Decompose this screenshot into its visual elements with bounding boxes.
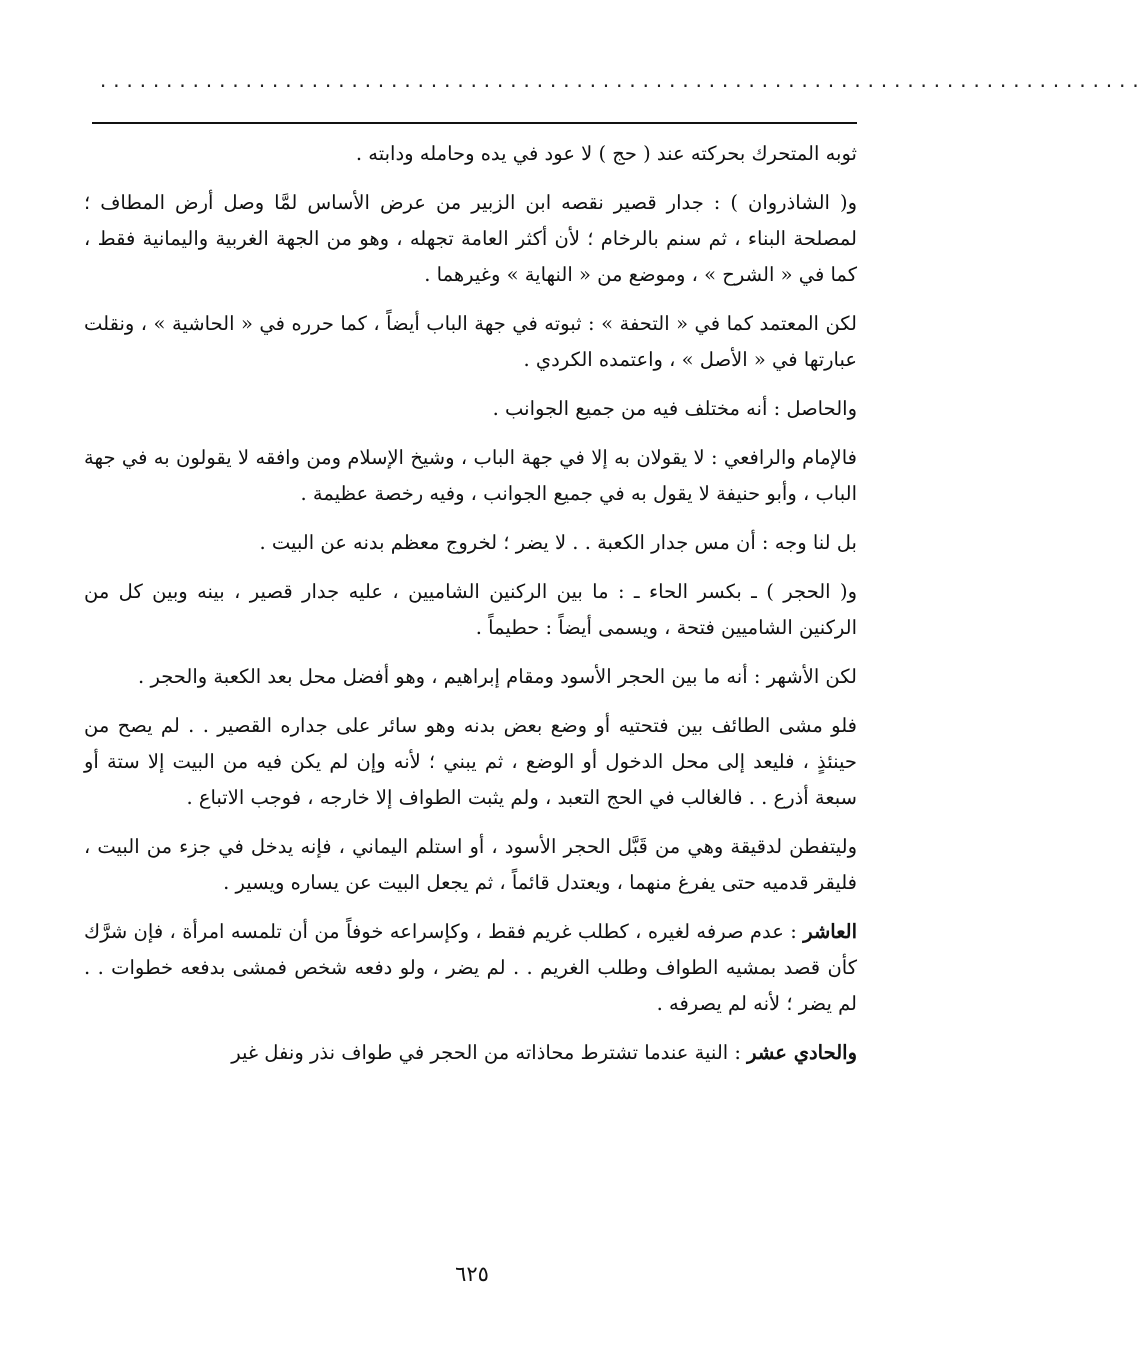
paragraph: ثوبه المتحرك بحركته عند ( حج ) لا عود في يده وحامله ودابته .: [355, 142, 857, 165]
paragraph: والحادي عشر : النية عندما تشترط محاذاته من الحجر في طواف نذر ونفل غير: [231, 1041, 857, 1064]
paragraph: فلو مشى الطائف بين فتحتيه أو وضع بعض بدنه وهو سائر على جداره القصير . . لم يصح من حينئذٍ ، فليعد إلى محل الدخول أو الوضع ، ثم يبني ؛ لأنه وإن لم يكن فيه من البيت إلا ستة أو سبعة أذرع . . فالغالب في الحج التعبد ، ولم يثبت الطواف إلا خارجه ، فوجب الاتباع .: [84, 714, 857, 809]
paragraph: والحاصل : أنه مختلف فيه من جميع الجوانب .: [492, 397, 857, 420]
paragraph: فالإمام والرافعي : لا يقولان به إلا في جهة الباب ، وشيخ الإسلام ومن وافقه لا يقولون به في جهة الباب ، وأبو حنيفة لا يقول به في جميع الجوانب ، وفيه رخصة عظيمة .: [84, 446, 857, 505]
header-dotted-line: ...............................................................................: [98, 72, 1144, 92]
header-rule: [92, 122, 857, 124]
paragraph: العاشر : عدم صرفه لغيره ، كطلب غريم فقط ، وكإسراعه خوفاً من أن تلمسه امرأة ، فإن شرَّك كأن قصد بمشيه الطواف وطلب الغريم . . لم يضر ، ولو دفعه شخص فمشى بدفعه خطوات . . لم يضر ؛ لأنه لم يصرفه .: [84, 920, 857, 1015]
paragraph: و( الحجر ) ـ بكسر الحاء ـ : ما بين الركنين الشاميين ، عليه جدار قصير ، بينه وبين كل من الركنين الشاميين فتحة ، ويسمى أيضاً : حطيماً .: [84, 580, 857, 639]
paragraph-lead: والحادي عشر: [747, 1041, 857, 1064]
paragraph: بل لنا وجه : أن مس جدار الكعبة . . لا يضر ؛ لخروج معظم بدنه عن البيت .: [259, 531, 857, 554]
paragraph: و( الشاذروان ) : جدار قصير نقصه ابن الزبير من عرض الأساس لمَّا وصل أرض المطاف ؛ لمصلحة البناء ، ثم سنم بالرخام ؛ لأن أكثر العامة تجهله ، وهو من الجهة الغربية واليمانية فقط ، كما في « الشرح » ، وموضع من « النهاية » وغيرهما .: [84, 191, 857, 286]
paragraph: لكن المعتمد كما في « التحفة » : ثبوته في جهة الباب أيضاً ، كما حرره في « الحاشية » ، ونقلت عبارتها في « الأصل » ، واعتمده الكردي .: [84, 312, 857, 371]
paragraph: لكن الأشهر : أنه ما بين الحجر الأسود ومقام إبراهيم ، وهو أفضل محل بعد الكعبة والحجر .: [138, 665, 857, 688]
body-text: [84, 136, 857, 1084]
paragraph: وليتفطن لدقيقة وهي من قَبَّل الحجر الأسود ، أو استلم اليماني ، فإنه يدخل في جزء من البيت ، فليقر قدميه حتى يفرغ منهما ، ويعتدل قائماً ، ثم يجعل البيت عن يساره ويسير .: [84, 835, 857, 894]
page-number: ٦٢٥: [455, 1262, 489, 1286]
paragraph-lead: العاشر: [803, 920, 857, 943]
